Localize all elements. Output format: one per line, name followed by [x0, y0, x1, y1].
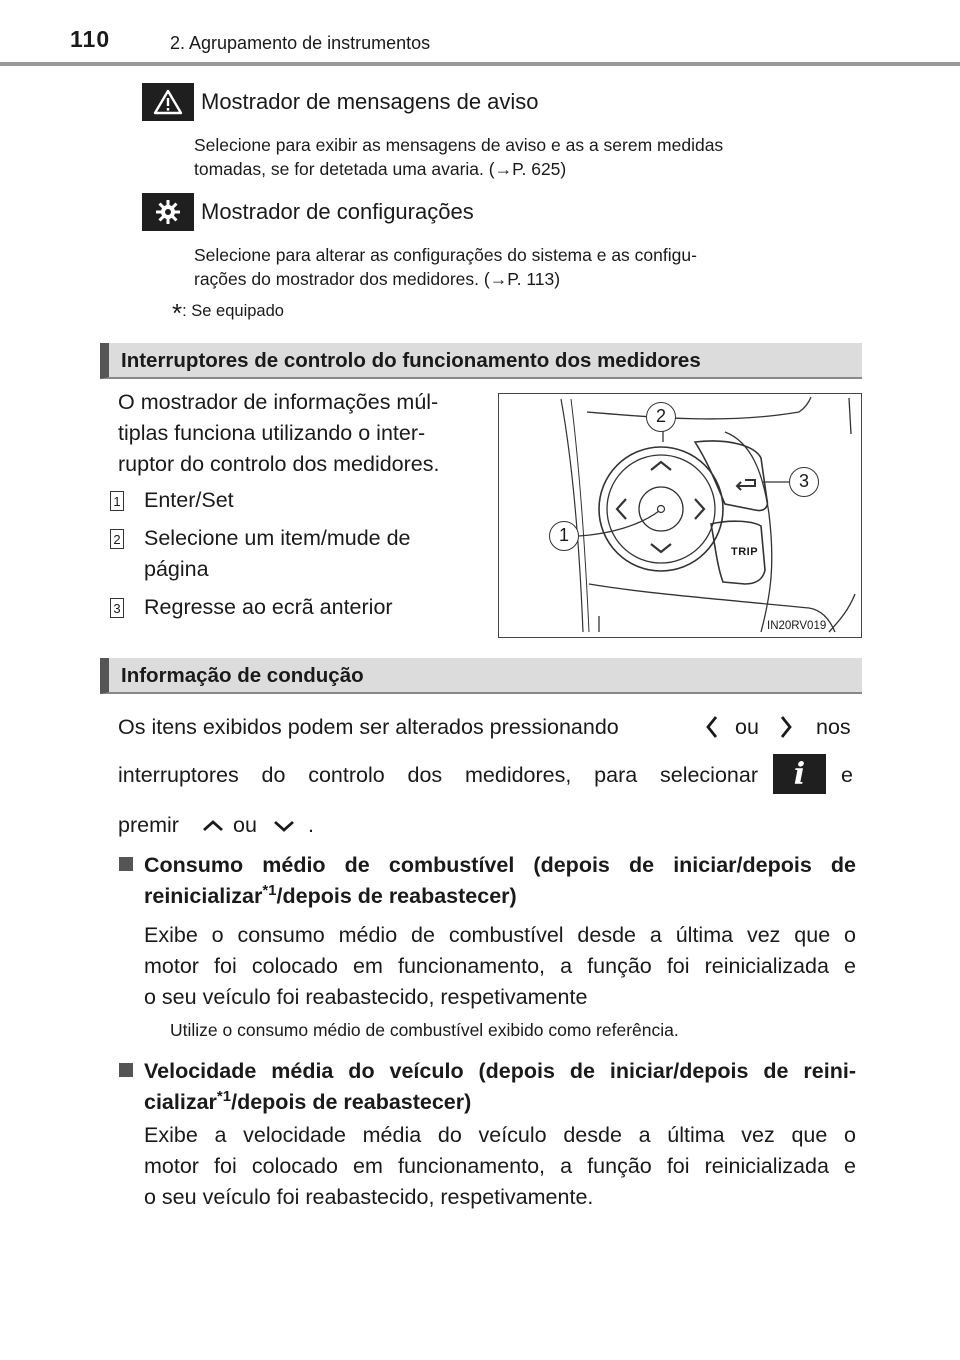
- sub-title-fuel-consumption: Consumo médio de combustível (depois de iniciar/depois de reinicializar$^{*1}$/depois de reabastecer): [144, 853, 856, 908]
- section-header-switches: Interruptores de controlo do funcionamento dos medidores: [100, 343, 862, 379]
- fuel-consumption-body: Exibe o consumo médio de combustível desde a última vez que o motor foi colocado em funcionamento, a função foi reinicializada e o seu veículo foi reabastecido, respetivamente: [144, 923, 856, 1009]
- chevron-down-icon: [270, 812, 298, 840]
- driving-intro-l1b: ou: [735, 715, 759, 739]
- section-header-driving-info: Informação de condução: [100, 658, 862, 694]
- driving-intro-l1c: nos: [816, 715, 851, 739]
- footnote: *: Se equipado: [172, 298, 284, 328]
- warning-display-title: Mostrador de mensagens de aviso: [201, 89, 539, 114]
- bullet-square: [119, 1063, 133, 1077]
- driving-intro-l3c: .: [308, 813, 314, 837]
- driving-intro-l1a: Os itens exibidos podem ser alterados pressionando: [118, 715, 619, 739]
- callout-2: 2: [646, 402, 676, 432]
- header-divider: [0, 62, 960, 66]
- driving-intro-l2b: e: [841, 763, 853, 787]
- sub-title-average-speed: Velocidade média do veículo (depois de iniciar/depois de reini- cializar$^{*1}$/depois de reabastecer): [144, 1059, 856, 1114]
- settings-display-desc: Selecione para alterar as configurações do sistema e as configu- rações do mostrador dos medidores. (→P. 113): [194, 245, 697, 289]
- fuel-consumption-note: Utilize o consumo médio de combustível exibido como referência.: [170, 1020, 679, 1040]
- callout-3: 3: [789, 467, 819, 497]
- list-number-1: 1: [110, 491, 124, 511]
- switches-intro: O mostrador de informações múl- tiplas funciona utilizando o inter- ruptor do controlo dos medidores.: [118, 390, 440, 476]
- list-item-select: Selecione um item/mude de página: [144, 526, 411, 581]
- page-number: 110: [70, 26, 111, 52]
- trip-button-label: TRIP: [731, 546, 759, 558]
- warning-display-desc: Selecione para exibir as mensagens de aviso e as a serem medidas tomadas, se for detetada uma avaria. (→P. 625): [194, 135, 724, 179]
- gear-icon: [142, 193, 194, 231]
- list-item-back: Regresse ao ecrã anterior: [144, 595, 393, 619]
- figure-code: IN20RV019: [767, 620, 827, 632]
- average-speed-body: Exibe a velocidade média do veículo desde a última vez que o motor foi colocado em funcionamento, a função foi reinicializada e o seu veículo foi reabastecido, respetivamente.: [144, 1123, 856, 1209]
- chevron-left-icon: [700, 710, 724, 744]
- driving-intro-l2a: interruptores do controlo dos medidores, para selecionar: [118, 763, 758, 787]
- list-item-enter-set: Enter/Set: [144, 488, 234, 512]
- callout-1: 1: [549, 521, 579, 551]
- list-number-3: 3: [110, 598, 124, 618]
- driving-intro-l3b: ou: [233, 813, 257, 837]
- list-number-2: 2: [110, 529, 124, 549]
- driving-intro-l3a: premir: [118, 813, 179, 837]
- chevron-up-icon: [199, 812, 227, 840]
- info-icon: i: [773, 754, 826, 794]
- warning-triangle-icon: [142, 83, 194, 121]
- settings-display-title: Mostrador de configurações: [201, 199, 474, 224]
- chapter-title: 2. Agrupamento de instrumentos: [170, 33, 431, 53]
- bullet-square: [119, 857, 133, 871]
- chevron-right-icon: [774, 710, 798, 744]
- steering-switch-figure: [498, 393, 862, 638]
